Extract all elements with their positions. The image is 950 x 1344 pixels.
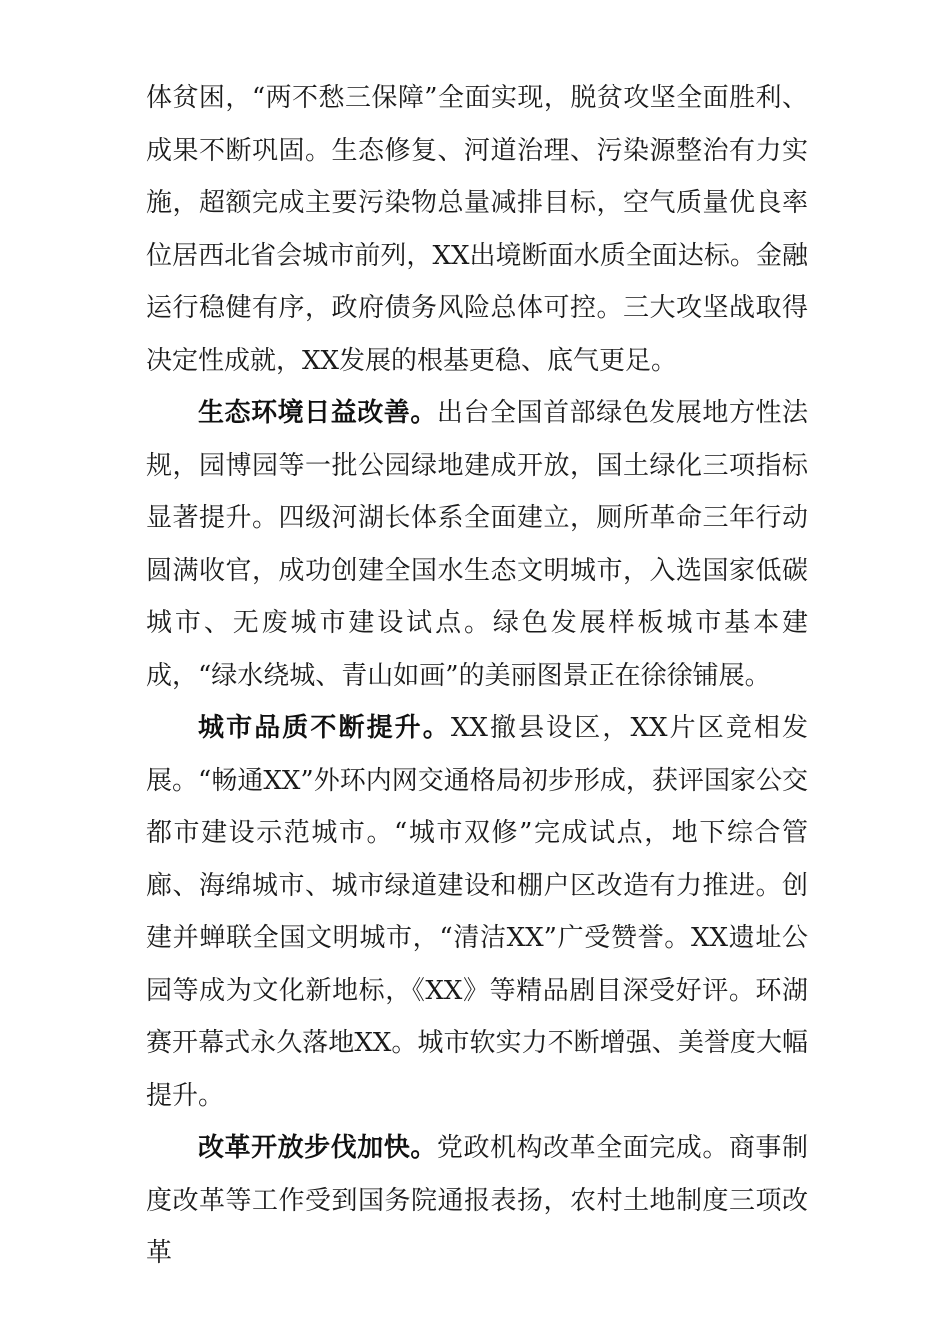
paragraph-continued [146, 72, 808, 387]
paragraph-text: 出台全国首部绿色发展地方性法规，园博园等一批公园绿地建成开放，国土绿化三项指标显著提升。四级河湖长体系全面建立，厕所革命三年行动圆满收官，成功创建全国水生态文明城市，入选国家低碳城市、无废城市建设试点。绿色发展样板城市基本建成，“绿水绕城、青山如画”的美丽图景正在徐徐铺展。 [146, 398, 808, 691]
paragraph-ecology [146, 387, 808, 702]
paragraph-text: 党政机构改革全面完成。商事制度改革等工作受到国务院通报表扬，农村土地制度三项改革 [146, 1133, 808, 1268]
paragraph-heading: 生态环境日益改善。 [198, 398, 437, 428]
paragraph-heading: 改革开放步伐加快。 [198, 1133, 437, 1163]
paragraph-text: 体贫困，“两不愁三保障”全面实现，脱贫攻坚全面胜利、成果不断巩固。生态修复、河道治理、污染源整治有力实施，超额完成主要污染物总量减排目标，空气质量优良率位居西北省会城市前列，XX出境断面水质全面达标。金融运行稳健有序，政府债务风险总体可控。三大攻坚战取得决定性成就，XX发展的根基更稳、底气更足。 [146, 83, 808, 376]
paragraph-heading: 城市品质不断提升。 [198, 713, 451, 743]
paragraph-reform [146, 1122, 808, 1280]
document-body [146, 72, 808, 1280]
paragraph-text: XX撤县设区，XX片区竞相发展。“畅通XX”外环内网交通格局初步形成，获评国家公交都市建设示范城市。“城市双修”完成试点，地下综合管廊、海绵城市、城市绿道建设和棚户区改造有力推进。创建并蝉联全国文明城市，“清洁XX”广受赞誉。XX遗址公园等成为文化新地标，《XX》等精品剧目深受好评。环湖赛开幕式永久落地XX。城市软实力不断增强、美誉度大幅提升。 [146, 713, 808, 1111]
paragraph-city-quality [146, 702, 808, 1122]
